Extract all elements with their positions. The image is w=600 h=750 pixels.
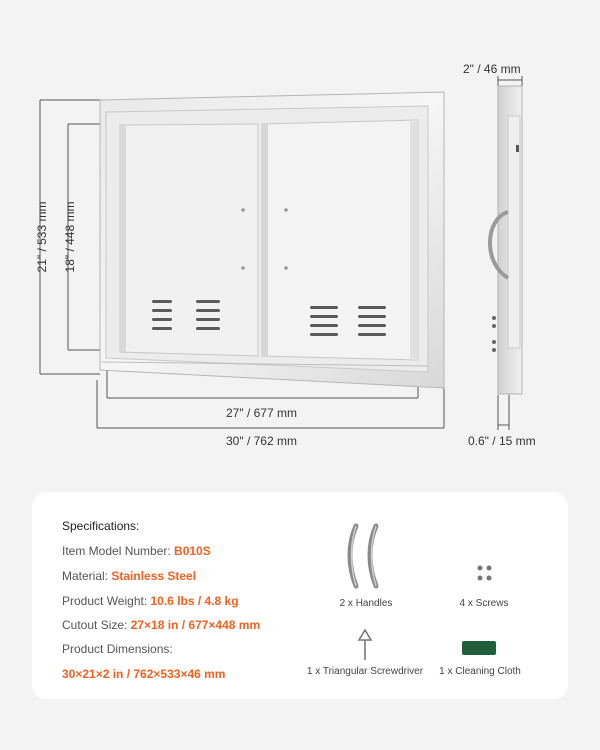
spec-material: Material: Stainless Steel bbox=[62, 569, 197, 583]
cleaning-cloth-icon bbox=[462, 641, 496, 655]
outer-width-label: 30" / 762 mm bbox=[226, 434, 297, 448]
handles-label: 2 x Handles bbox=[339, 598, 393, 609]
screws-icon bbox=[474, 564, 496, 584]
handles-icon bbox=[340, 520, 390, 592]
right-door bbox=[262, 120, 418, 360]
outer-height-label: 21" / 533 mm bbox=[35, 201, 49, 273]
flange-dimension bbox=[498, 395, 509, 430]
screwdriver-label: 1 x Triangular Screwdriver bbox=[306, 666, 424, 677]
depth-label: 2" / 46 mm bbox=[463, 62, 521, 76]
screwdriver-icon bbox=[356, 628, 374, 662]
inner-height-label: 18" / 448 mm bbox=[63, 201, 77, 273]
screws-label: 4 x Screws bbox=[459, 598, 509, 609]
spec-weight: Product Weight: 10.6 lbs / 4.8 kg bbox=[62, 594, 239, 608]
side-view bbox=[490, 86, 522, 394]
inner-width-label: 27" / 677 mm bbox=[226, 406, 297, 420]
cloth-label: 1 x Cleaning Cloth bbox=[439, 666, 521, 677]
outer-width-dimension bbox=[97, 380, 444, 428]
spec-cutout: Cutout Size: 27×18 in / 677×448 mm bbox=[62, 618, 261, 632]
specifications-title: Specifications: bbox=[62, 519, 140, 533]
flange-label: 0.6" / 15 mm bbox=[468, 434, 536, 448]
spec-dimensions-value: 30×21×2 in / 762×533×46 mm bbox=[62, 667, 226, 681]
spec-dimensions-label: Product Dimensions: bbox=[62, 642, 173, 656]
left-door bbox=[120, 124, 258, 356]
spec-model: Item Model Number: B010S bbox=[62, 544, 211, 558]
